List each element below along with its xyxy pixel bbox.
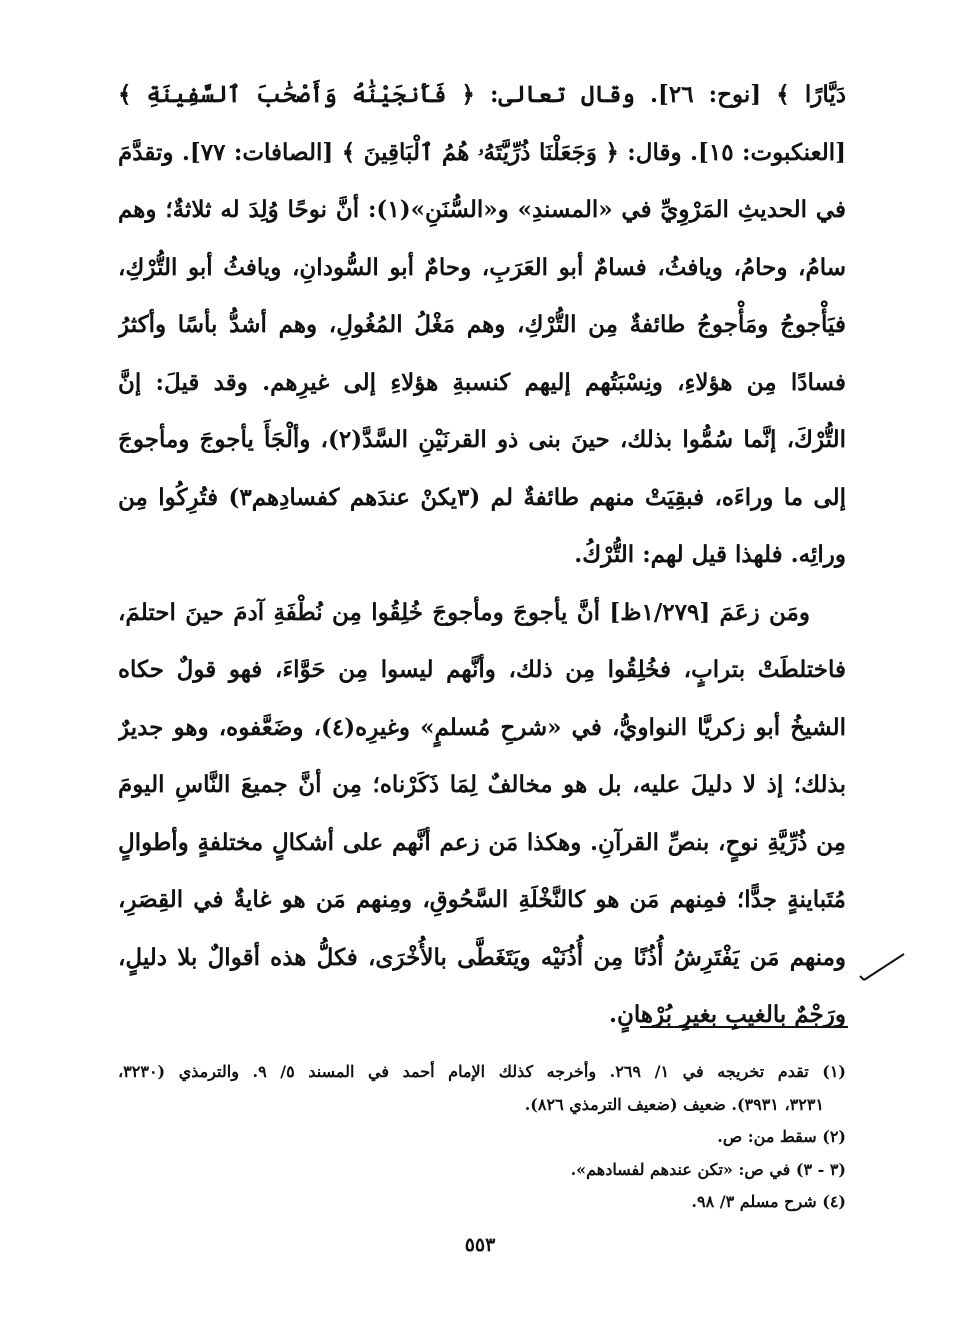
body-line: ورَجْمٌ بالغيبِ بغيرِ بُرْهانٍ.: [608, 1001, 846, 1028]
footnote-divider: [640, 1026, 848, 1028]
body-line: بذلك؛ إذ لا دليلَ عليه، بل هو مخالفٌ لِمَا ذَكَرْناه؛ مِن أنَّ جميعَ النَّاسِ اليومَ: [118, 771, 846, 798]
footnote-line: (١) تقدم تخريجه في ١/ ٢٦٩. وأخرجه كذلك الإمام أحمد في المسند ٥/ ٩. والترمذي (٣٢٣٠،: [118, 1062, 846, 1081]
body-line: التُّرْكَ، إنَّما سُمُّوا بذلك، حينَ بنى ذو القرنَيْنِ السَّدَّ(٢)، وألْجَأَ يأجوجَ ومأجوجَ: [118, 426, 846, 453]
body-line: ومنهم مَن يَفْتَرِشُ أُذُنًا مِن أُذُنَيْه ويَتَغَطَّى بالأُخْرَى، فكلُّ هذه أقوالٌ بلا دليلٍ،: [118, 943, 846, 971]
body-line: سامُ، وحامُ، ويافثُ، فسامٌ أبو العَرَبِ، وحامٌ أبو السُّودانِ، ويافثُ أبو التُّرْكِ،: [118, 253, 846, 281]
body-line: الشيخُ أبو زكريَّا النواويُّ، في «شرحِ مُسلمٍ» وغيرِه(٤)، وضَعَّفوه، وهو جديرٌ: [118, 713, 846, 741]
footnotes: [118, 1056, 846, 1219]
body-line: فسادًا مِن هؤلاءِ، ونِسْبَتُهم إليهم كنسبةِ هؤلاءِ إلى غيرِهم. وقد قيلَ: إنَّ: [118, 368, 846, 396]
body-line: ورائِه. فلهذا قيل لهم: التُّرْكُ.: [574, 541, 846, 568]
body-line: مُتَباينةٍ جدًّا؛ فمِنهم مَن هو كالنَّخْلَةِ السَّحُوقِ، ومِنهم مَن هو غايةٌ في القِصَرِ،: [118, 886, 846, 913]
body-line: فيَأْجوجُ ومَأْجوجُ طائفةٌ مِن التُّرْكِ، وهم مَغْلُ المُغُولِ، وهم أشدُّ بأسًا وأكثرُ: [118, 311, 846, 338]
body-line: [العنكبوت: ١٥]. وقال: ﴿ وَجَعَلْنَا ذُرِّيَّتَهُۥ هُمُ ٱلْبَاقِينَ ﴾ [الصافات: ٧٧]. وتقدَّمَ: [118, 138, 846, 166]
body-line: إلى ما وراءَه، فبقِيَتْ منهم طائفةٌ لم (٣يكنْ عندَهم كفسادِهم٣) فتُرِكُوا مِن: [118, 483, 846, 511]
footnote-line: (٤) شرح مسلم ٣/ ٩٨.: [691, 1192, 846, 1211]
body-line: دَيَّارًا ﴾ [نوح: ٢٦]. وقال تعالى: ﴿ فَأَنجَيْنَٰهُ وَأَصْحَٰبَ ٱلسَّفِينَةِ ﴾: [118, 81, 846, 108]
body-line: ومَن زعَمَ [١/٢٧٩ظ] أنَّ يأجوجَ ومأجوجَ خُلِقُوا مِن نُطْفَةِ آدمَ حينَ احتلمَ،: [118, 598, 810, 626]
body-line: فاختلطَتْ بترابٍ، فخُلِقُوا مِن ذلك، وأنَّهم ليسوا مِن حَوَّاءَ، فهو قولٌ حكاه: [118, 656, 846, 683]
pen-stroke-mark-icon: [856, 948, 908, 988]
footnote-line: (٣ - ٣) في ص: «تكن عندهم لفسادهم».: [570, 1159, 846, 1179]
page-number: ٥٥٣: [464, 1234, 496, 1256]
footnote-line: ٣٢٣١، ٣٩٣١). ضعيف (ضعيف الترمذي ٨٢٦).: [524, 1094, 824, 1114]
footnote-line: (٢) سقط من: ص.: [717, 1127, 846, 1146]
main-text: [118, 66, 846, 1044]
body-line: مِن ذُرِّيَّةِ نوحٍ، بنصِّ القرآنِ. وهكذا مَن زعم أنَّهم على أشكالٍ مختلفةٍ وأطوالٍ: [118, 828, 846, 856]
body-line: في الحديثِ المَرْوِيِّ في «المسندِ» و«السُّنَنِ»(١): أنَّ نوحًا وُلِدَ له ثلاثةٌ؛ وهم: [118, 196, 846, 223]
